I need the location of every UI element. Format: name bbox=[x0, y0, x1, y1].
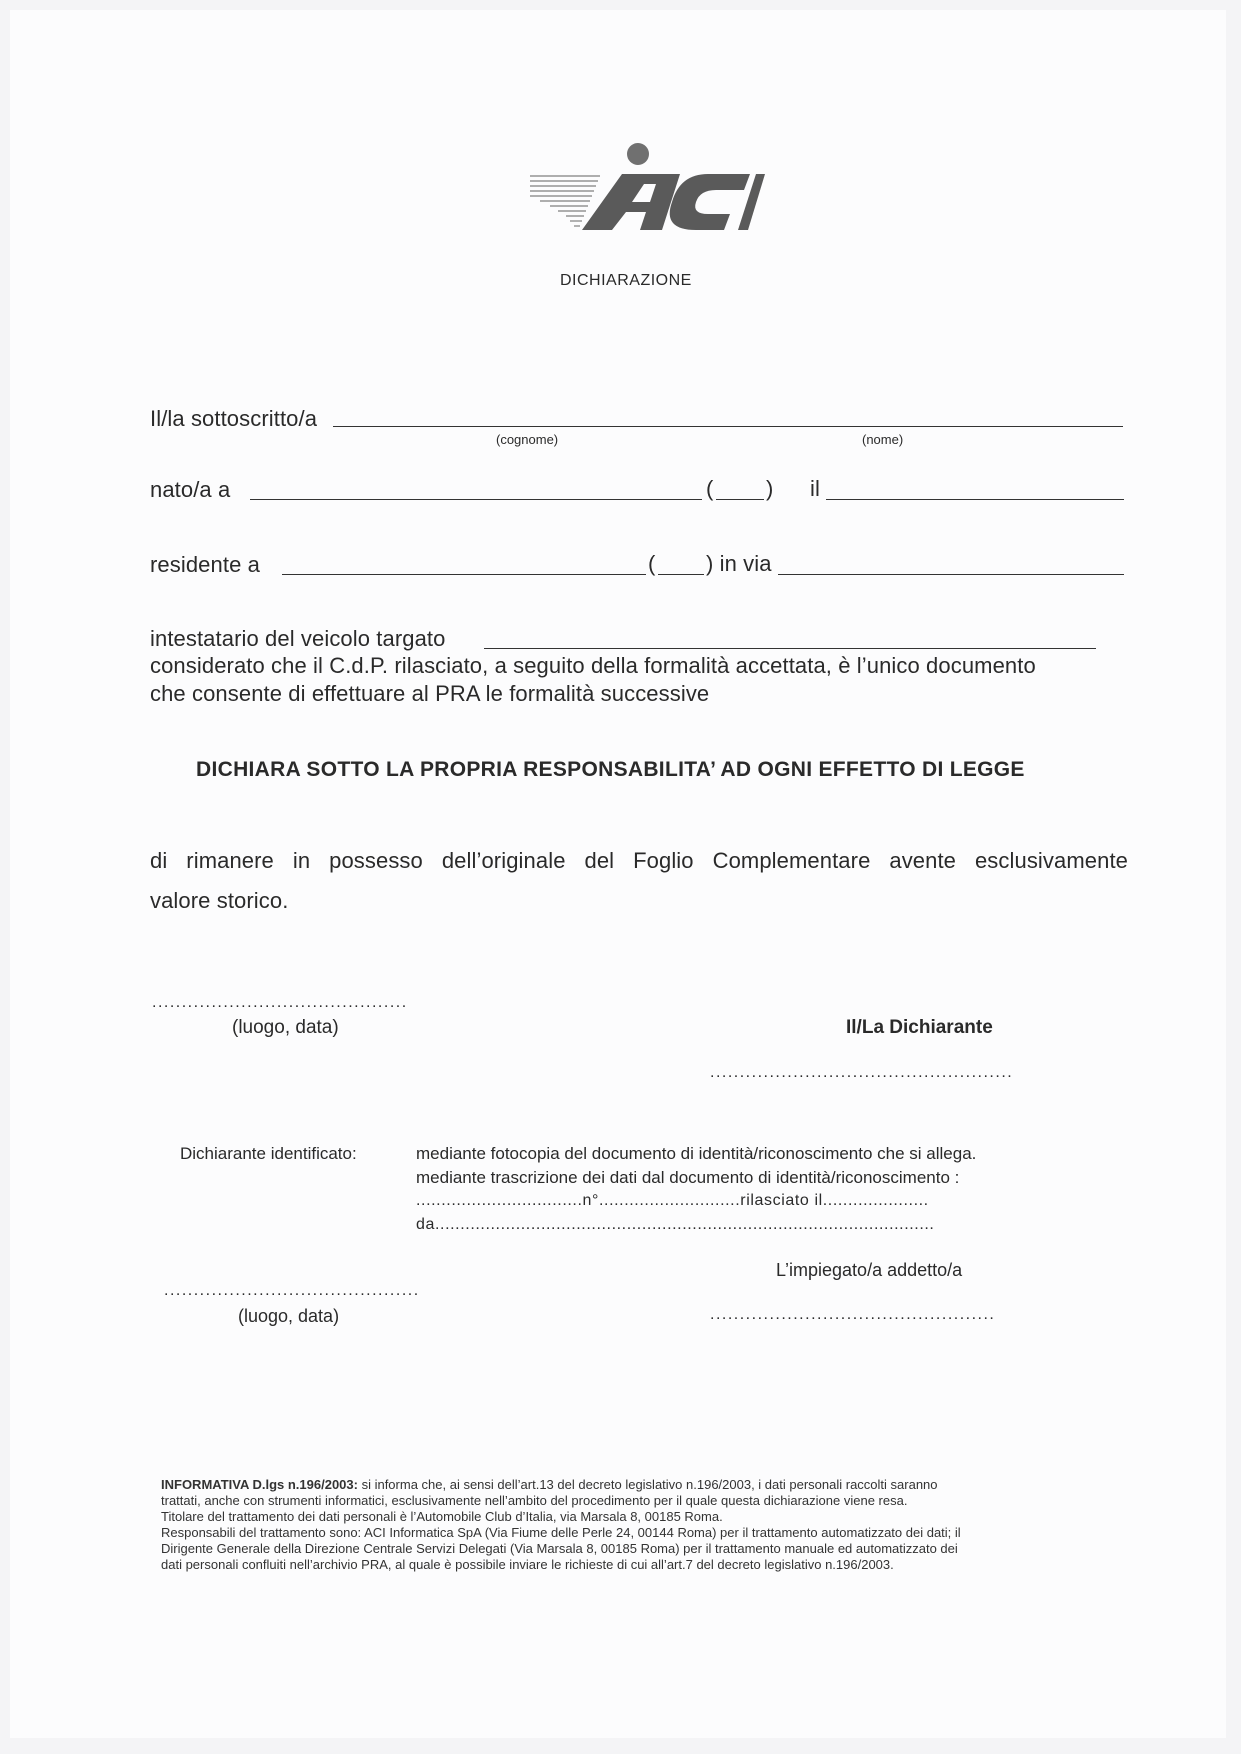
considered-line-2: che consente di effettuare al PRA le formalità successive bbox=[150, 681, 710, 706]
clerk-signature-dots[interactable]: ................................................ bbox=[710, 1306, 996, 1323]
birth-date-field[interactable] bbox=[826, 499, 1124, 500]
declarant-signature-dots[interactable]: ................................................... bbox=[710, 1064, 1014, 1081]
privacy-notice-line-4: Responsabili del trattamento sono: ACI Informatica SpA (Via Fiume delle Perle 24, 00144 Roma) per il trattamento automatizzato dei dati; il bbox=[161, 1525, 961, 1540]
clerk-label: L’impiegato/a addetto/a bbox=[776, 1260, 963, 1280]
considered-line-1: considerato che il C.d.P. rilasciato, a seguito della formalità accettata, è l’unico documento bbox=[150, 653, 1036, 678]
resident-paren-close: ) in via bbox=[706, 551, 772, 576]
birth-province-field[interactable] bbox=[716, 499, 764, 500]
name-hint: (nome) bbox=[862, 432, 904, 447]
privacy-notice-title: INFORMATIVA D.lgs n.196/2003: bbox=[161, 1477, 358, 1492]
born-paren-close: ) bbox=[766, 476, 774, 501]
declaration-line-2: valore storico. bbox=[150, 888, 289, 913]
privacy-notice-line-6: dati personali confluiti nell’archivio PRA, al quale è possibile inviare le richieste di cui all’art.7 del decreto legislativo n.196/2003. bbox=[161, 1557, 894, 1572]
privacy-notice bbox=[161, 1477, 1126, 1573]
page-title: DICHIARAZIONE bbox=[560, 272, 692, 289]
born-label: nato/a a bbox=[150, 477, 231, 502]
identification-label: Dichiarante identificato: bbox=[180, 1144, 357, 1163]
birthplace-field[interactable] bbox=[250, 499, 702, 500]
document-page bbox=[10, 10, 1226, 1738]
residence-street-field[interactable] bbox=[778, 574, 1124, 575]
born-paren-open: ( bbox=[706, 476, 714, 501]
declarant-label: Il/La Dichiarante bbox=[846, 1017, 993, 1038]
aci-logo bbox=[530, 138, 765, 258]
undersigned-field[interactable] bbox=[333, 426, 1123, 427]
clerk-place-date-dots[interactable]: ........................................... bbox=[164, 1282, 420, 1299]
declaration-line-1: di rimanere in possesso dell’originale del Foglio Complementare avente esclusivamente bbox=[150, 848, 1128, 873]
declaration-heading: DICHIARA SOTTO LA PROPRIA RESPONSABILITA’ AD OGNI EFFETTO DI LEGGE bbox=[196, 758, 1025, 781]
place-date-dots[interactable]: ........................................... bbox=[152, 994, 408, 1011]
plate-field[interactable] bbox=[484, 648, 1096, 649]
resident-paren-open: ( bbox=[648, 551, 656, 576]
issued-by-line[interactable]: da................................................................................................... bbox=[416, 1216, 935, 1233]
clerk-place-date-label: (luogo, data) bbox=[238, 1306, 340, 1326]
surname-hint: (cognome) bbox=[496, 432, 559, 447]
privacy-notice-line-1: si informa che, ai sensi dell’art.13 del decreto legislativo n.196/2003, i dati personali raccolti saranno bbox=[357, 1477, 938, 1492]
document-details-line[interactable]: .................................n°............................rilasciato il..................... bbox=[416, 1192, 929, 1209]
identification-option-2: mediante trascrizione dei dati dal documento di identità/riconoscimento : bbox=[416, 1168, 960, 1187]
undersigned-label: Il/la sottoscritto/a bbox=[150, 406, 318, 431]
privacy-notice-line-2: trattati, anche con strumenti informatici, esclusivamente nell’ambito del procedimento per il quale questa dichiarazione viene resa. bbox=[161, 1493, 908, 1508]
residence-city-field[interactable] bbox=[282, 574, 646, 575]
privacy-notice-line-3: Titolare del trattamento dei dati personali è l’Automobile Club d’Italia, via Marsala 8, 00185 Roma. bbox=[161, 1509, 723, 1524]
resident-label: residente a bbox=[150, 552, 260, 577]
born-on-label: il bbox=[810, 476, 820, 501]
identification-option-1: mediante fotocopia del documento di identità/riconoscimento che si allega. bbox=[416, 1144, 977, 1163]
residence-province-field[interactable] bbox=[658, 574, 704, 575]
owner-label: intestatario del veicolo targato bbox=[150, 626, 446, 651]
privacy-notice-line-5: Dirigente Generale della Direzione Centrale Servizi Delegati (Via Marsala 8, 00185 Roma) per il trattamento manuale ed automatizzato dei bbox=[161, 1541, 958, 1556]
place-date-label: (luogo, data) bbox=[232, 1017, 339, 1038]
